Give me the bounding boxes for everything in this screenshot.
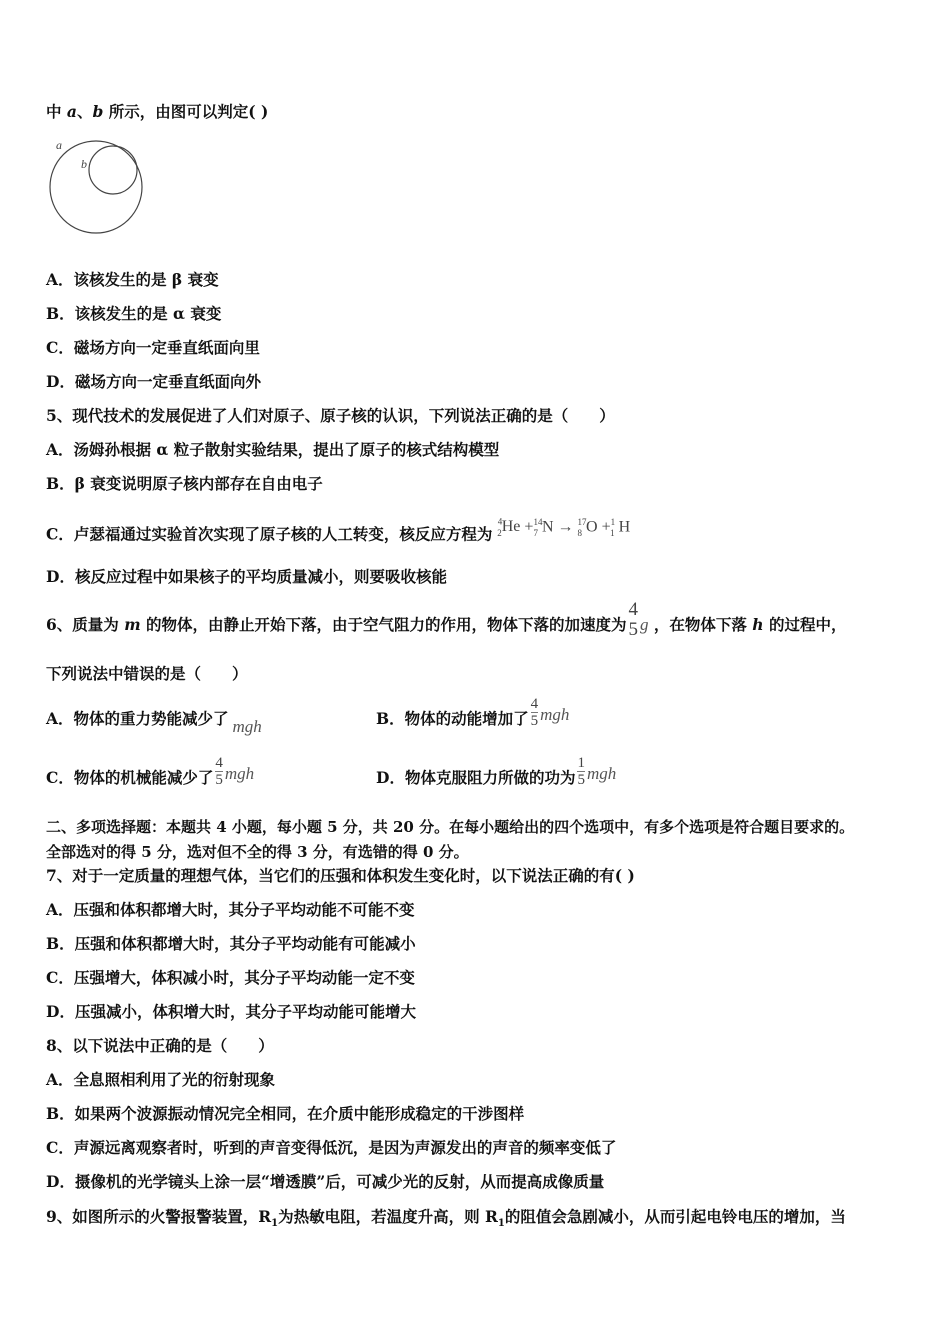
o-charge: 8 — [577, 527, 582, 538]
q4-option-a: A．该核发生的是 β 衰变 — [46, 270, 219, 289]
q8-option-b: B．如果两个波源振动情况完全相同，在介质中能形成稳定的干涉图样 — [46, 1104, 525, 1123]
q6-option-c-expr: mgh — [224, 764, 255, 783]
nuclear-equation — [498, 512, 630, 543]
intro-a: a — [66, 102, 77, 121]
label-b: b — [81, 157, 87, 171]
q6-m: m — [124, 615, 141, 634]
q6-frac-den: 5 — [628, 619, 638, 640]
q8-option-a: A．全息照相利用了光的衍射现象 — [46, 1070, 276, 1089]
h-symbol: H — [618, 518, 631, 536]
q8-option-c: C．声源远离观察者时，听到的声音变得低沉，是因为声源发出的声音的频率变低了 — [46, 1138, 617, 1157]
n-symbol: N — [541, 518, 554, 536]
q6-option-d-expr: mgh — [586, 764, 617, 783]
q5-option-c — [46, 517, 631, 551]
q6-b-den: 5 — [530, 712, 539, 729]
q6-stem-p2: 的物体，由静止开始下落，由于空气阻力的作用，物体下落的加速度为 — [140, 615, 627, 634]
q9-sub1: 1 — [271, 1218, 279, 1230]
o-symbol: O — [586, 518, 598, 536]
q5-option-c-text: C．卢瑟福通过实验首次实现了原子核的人工转变，核反应方程为 — [46, 524, 493, 544]
q8-stem: 8、以下说法中正确的是（ ） — [46, 1036, 274, 1055]
q6-c-den: 5 — [215, 771, 223, 788]
reaction-arrow: → — [557, 518, 574, 536]
q9-p2: 为热敏电阻，若温度升高，则 R — [278, 1207, 498, 1226]
q5-option-b: B．β 衰变说明原子核内部存在自由电子 — [46, 474, 323, 493]
n-charge: 7 — [533, 527, 538, 538]
he-mass: 4 — [497, 517, 503, 527]
q6-c-num: 4 — [215, 754, 223, 771]
circles-figure — [44, 136, 154, 240]
q6-option-b-text: B．物体的动能增加了 — [376, 709, 529, 728]
q4-option-c: C．磁场方向一定垂直纸面向里 — [46, 338, 260, 357]
intro-suffix: 所示，由图可以判定( ) — [103, 102, 269, 121]
q5-option-a: A．汤姆孙根据 α 粒子散射实验结果，提出了原子的核式结构模型 — [46, 440, 500, 459]
q6-d-num: 1 — [577, 754, 585, 771]
q6-option-c-text: C．物体的机械能减少了 — [46, 768, 214, 787]
q6-option-a — [46, 709, 262, 736]
q6-h: h — [752, 615, 764, 634]
q6-option-a-expr: mgh — [232, 717, 262, 736]
q6-frac-num: 4 — [628, 599, 638, 620]
q5-stem: 5、现代技术的发展促进了人们对原子、原子核的认识，下列说法正确的是（ ） — [46, 406, 615, 425]
q6-d-den: 5 — [577, 771, 585, 788]
section2-line2: 全部选对的得 5 分，选对但不全的得 3 分，有选错的得 0 分。 — [46, 843, 469, 861]
he-nuclide — [497, 517, 521, 538]
q6-option-c-fraction — [215, 755, 223, 788]
label-a: a — [56, 138, 62, 152]
q7-option-c: C．压强增大，体积减小时，其分子平均动能一定不变 — [46, 968, 415, 987]
q6-stem-p3: ，在物体下落 — [648, 615, 753, 634]
n-mass: 14 — [533, 517, 543, 527]
plus-sign-2: + — [601, 518, 611, 536]
intro-b: b — [92, 102, 104, 121]
q9-p3: 的阻值会急剧减小，从而引起电铃电压的增加，当 — [504, 1207, 846, 1226]
q9-p1: 9、如图所示的火警报警装置，R — [46, 1207, 272, 1226]
q6-option-a-text: A．物体的重力势能减少了 — [46, 709, 229, 728]
q6-option-c — [46, 754, 255, 788]
q6-stem-line1 — [46, 599, 847, 640]
q6-option-d-fraction — [577, 755, 585, 788]
q6-option-b-expr: mgh — [540, 705, 570, 724]
q7-option-d: D．压强减小，体积增大时，其分子平均动能可能增大 — [46, 1002, 416, 1021]
q6-b-num: 4 — [530, 695, 539, 712]
q6-accel-fraction — [629, 600, 639, 640]
q8-option-d: D．摄像机的光学镜头上涂一层“增透膜”后，可减少光的反射，从而提高成像质量 — [46, 1172, 605, 1191]
he-symbol: He — [501, 518, 521, 536]
intro-sep: 、 — [76, 102, 93, 121]
q4-option-b: B．该核发生的是 α 衰变 — [46, 304, 222, 323]
q6-stem-line2: 下列说法中错误的是（ ） — [46, 664, 248, 683]
q4-option-d: D．磁场方向一定垂直纸面向外 — [46, 372, 261, 391]
h-mass: 1 — [610, 517, 616, 527]
q6-option-d — [376, 754, 617, 788]
q9-stem — [46, 1207, 846, 1234]
q6-option-b — [376, 695, 570, 729]
inner-circle — [89, 146, 137, 194]
q6-option-b-fraction — [531, 696, 539, 729]
intro-line — [46, 102, 268, 122]
o-mass: 17 — [577, 517, 587, 527]
plus-sign-1: + — [524, 518, 534, 536]
q9-sub2: 1 — [497, 1218, 505, 1230]
q7-option-a: A．压强和体积都增大时，其分子平均动能不可能不变 — [46, 900, 415, 919]
q5-option-d: D．核反应过程中如果核子的平均质量减小，则要吸收核能 — [46, 567, 447, 586]
q6-stem-p4: 的过程中， — [763, 615, 847, 634]
q6-g: g — [640, 615, 649, 634]
q6-stem-p1: 6、质量为 — [46, 615, 125, 634]
section2-line1: 二、多项选择题：本题共 4 小题，每小题 5 分，共 20 分。在每小题给出的四个选项中，有多个选项是符合题目要求的。 — [46, 818, 855, 836]
q6-option-d-text: D．物体克服阻力所做的功为 — [376, 768, 576, 787]
intro-prefix: 中 — [46, 102, 67, 121]
he-charge: 2 — [497, 527, 502, 538]
q7-stem: 7、对于一定质量的理想气体，当它们的压强和体积发生变化时，以下说法正确的有( ) — [46, 866, 635, 885]
q7-option-b: B．压强和体积都增大时，其分子平均动能有可能减小 — [46, 934, 416, 953]
h-charge: 1 — [610, 527, 615, 538]
